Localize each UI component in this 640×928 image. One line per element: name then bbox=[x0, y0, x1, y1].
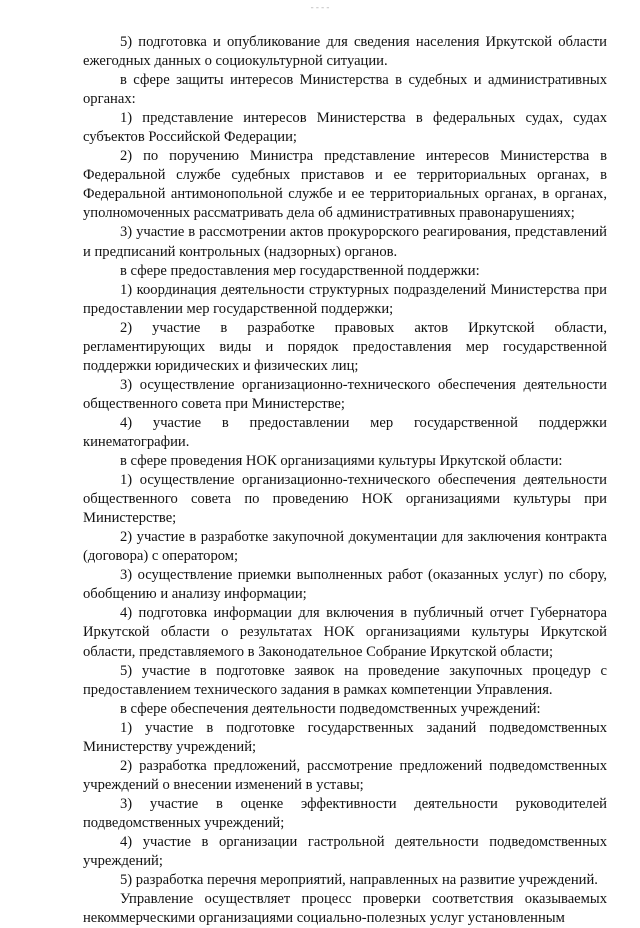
paragraph: 1) представление интересов Министерства в федеральных судах, судах субъектов Российской Федерации; bbox=[83, 110, 607, 146]
document-body bbox=[83, 33, 607, 928]
section-heading: в сфере предоставления мер государственной поддержки: bbox=[120, 262, 480, 279]
paragraph: 3) участие в рассмотрении актов прокурорского реагирования, представлений и предписаний контрольных (надзорных) органов. bbox=[83, 224, 607, 260]
paragraph: 1) координация деятельности структурных подразделений Министерства при предоставлении мер государственной поддержки; bbox=[83, 281, 607, 317]
section-heading: в сфере обеспечения деятельности подведомственных учреждений: bbox=[120, 700, 541, 717]
paragraph: Управление осуществляет процесс проверки соответствия оказываемых некоммерческими организациями социально-полезных услуг установленным bbox=[83, 891, 607, 927]
section-heading: в сфере защиты интересов Министерства в судебных и административных органах: bbox=[83, 72, 607, 108]
paragraph: 4) участие в предоставлении мер государственной поддержки кинематографии. bbox=[83, 414, 607, 450]
paragraph: 3) осуществление организационно-технического обеспечения деятельности общественного совета при Министерстве; bbox=[83, 376, 607, 412]
paragraph: 1) осуществление организационно-технического обеспечения деятельности общественного совета по проведению НОК организациями культуры при Министерстве; bbox=[83, 472, 607, 527]
paragraph: 5) участие в подготовке заявок на проведение закупочных процедур с предоставлением технического задания в рамках компетенции Управления. bbox=[83, 662, 607, 698]
paragraph: 2) разработка предложений, рассмотрение предложений подведомственных учреждений о внесении изменений в уставы; bbox=[83, 757, 607, 793]
paragraph: 2) участие в разработке правовых актов Иркутской области, регламентирующих виды и порядок предоставления мер государственной поддержки юридических и физических лиц; bbox=[83, 319, 607, 374]
paragraph: 2) участие в разработке закупочной документации для заключения контракта (договора) с оператором; bbox=[83, 529, 607, 565]
paragraph: 3) осуществление приемки выполненных работ (оказанных услуг) по сбору, обобщению и анализу информации; bbox=[83, 567, 607, 603]
section-heading: в сфере проведения НОК организациями культуры Иркутской области: bbox=[120, 453, 563, 470]
paragraph: 5) разработка перечня мероприятий, направленных на развитие учреждений. bbox=[120, 872, 598, 889]
paragraph: 3) участие в оценке эффективности деятельности руководителей подведомственных учреждений; bbox=[83, 795, 607, 831]
paragraph: 5) подготовка и опубликование для сведения населения Иркутской области ежегодных данных о социокультурной ситуации. bbox=[83, 34, 607, 70]
paragraph: 1) участие в подготовке государственных заданий подведомственных Министерству учреждений; bbox=[83, 719, 607, 755]
paragraph: 4) подготовка информации для включения в публичный отчет Губернатора Иркутской области о результатах НОК организациями культуры Иркутской области, представляемого в Законодательное Собрание Иркутской области; bbox=[83, 605, 607, 660]
paragraph: 4) участие в организации гастрольной деятельности подведомственных учреждений; bbox=[83, 833, 607, 870]
page-header-mark: - - - - bbox=[310, 2, 330, 12]
paragraph: 2) по поручению Министра представление интересов Министерства в Федеральной службе судебных приставов и ее территориальных органах, в Федеральной антимонопольной службе и ее территориальных органах, в органах, уполномоченных рассматривать дела об административных правонарушениях; bbox=[83, 148, 607, 222]
